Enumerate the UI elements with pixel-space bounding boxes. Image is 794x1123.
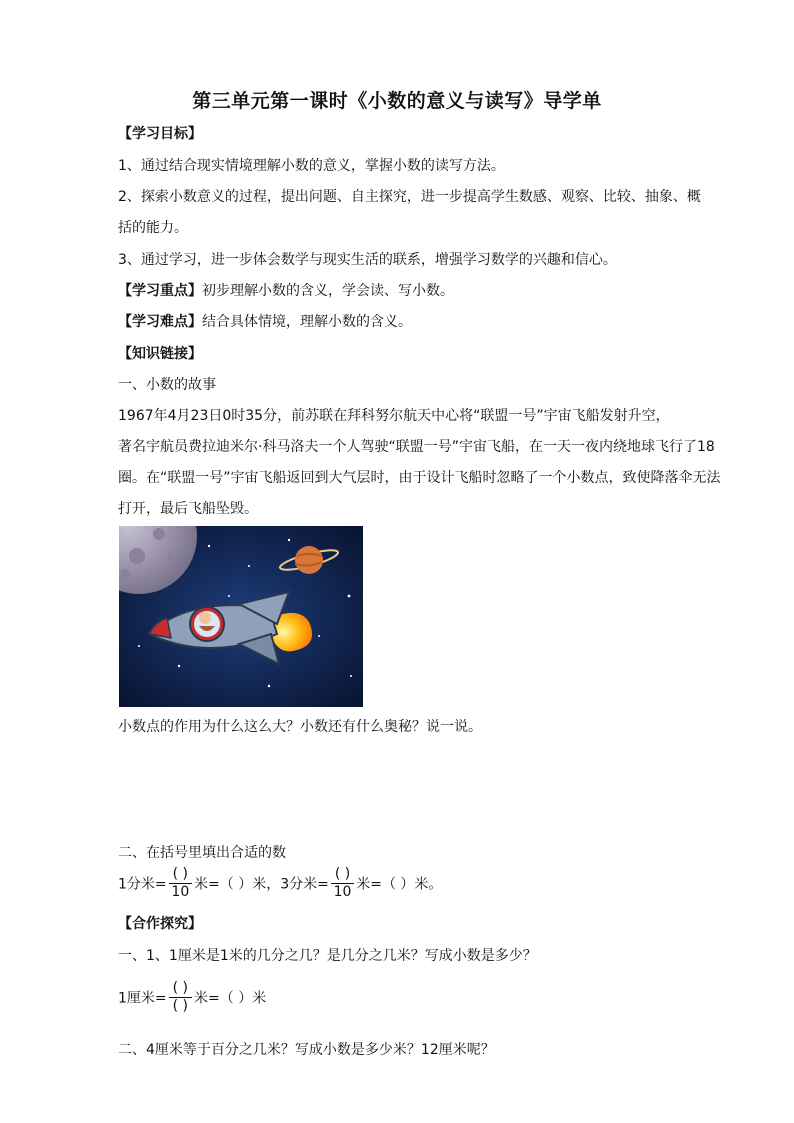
fraction-1-numerator[interactable]: ( ) — [169, 866, 192, 884]
key-point — [118, 281, 718, 301]
story-title: 一、小数的故事 — [118, 377, 216, 393]
fraction-1-denominator: 10 — [171, 884, 190, 900]
page-title: 第三单元第一课时《小数的意义与读写》导学单 — [192, 90, 602, 112]
story-line-2: 著名宇航员费拉迪米尔·科马洛夫一个人驾驶“联盟一号”宇宙飞船，在一天一夜内绕地球飞行了18 — [118, 439, 715, 455]
fraction-3 — [169, 980, 192, 1015]
knowledge-link-header: 【知识链接】 — [118, 346, 202, 362]
coop-question-1: 一、1、1厘米是1米的几分之几？是几分之几米？写成小数是多少？ — [118, 948, 537, 964]
fill-expression — [118, 866, 442, 901]
fraction-3-numerator[interactable]: ( ) — [169, 980, 192, 998]
key-point-label: 【学习重点】 — [118, 283, 202, 299]
cm-part-b: 米=（ ）米 — [194, 990, 267, 1007]
key-point-text: 初步理解小数的含义，学会读、写小数。 — [202, 283, 454, 299]
goal-2-line-1: 2、探索小数意义的过程，提出问题、自主探究，进一步提高学生数感、观察、比较、抽象、概 — [118, 189, 701, 205]
difficult-point-label: 【学习难点】 — [118, 314, 202, 330]
goal-2-line-2: 括的能力。 — [118, 220, 188, 236]
fraction-2-numerator[interactable]: ( ) — [331, 866, 354, 884]
fill-part-b: 米=（ ）米，3分米= — [194, 876, 329, 893]
question-text: 小数点的作用为什么这么大？小数还有什么奥秘？说一说。 — [118, 719, 482, 735]
fill-part-a: 1分米= — [118, 876, 167, 893]
fraction-3-denominator[interactable]: ( ) — [172, 998, 189, 1014]
fraction-1 — [169, 866, 192, 901]
coop-question-2: 二、4厘米等于百分之几米？写成小数是多少米？12厘米呢？ — [118, 1042, 495, 1058]
fill-title: 二、在括号里填出合适的数 — [118, 845, 286, 861]
rocket-illustration — [119, 526, 363, 707]
coop-header: 【合作探究】 — [118, 916, 202, 932]
goals-header: 【学习目标】 — [118, 126, 202, 142]
goal-3: 3、通过学习，进一步体会数学与现实生活的联系，增强学习数学的兴趣和信心。 — [118, 252, 617, 268]
difficult-point — [118, 312, 718, 332]
goal-1: 1、通过结合现实情境理解小数的意义，掌握小数的读写方法。 — [118, 158, 505, 174]
story-line-1: 1967年4月23日0时35分，前苏联在拜科努尔航天中心将“联盟一号”宇宙飞船发射升空， — [118, 408, 670, 424]
story-line-3: 圈。在“联盟一号”宇宙飞船返回到大气层时，由于设计飞船时忽略了一个小数点，致使降落伞无法 — [118, 470, 721, 486]
story-line-4: 打开，最后飞船坠毁。 — [118, 501, 258, 517]
fraction-2 — [331, 866, 354, 901]
fraction-2-denominator: 10 — [333, 884, 352, 900]
cm-expression — [118, 980, 266, 1015]
difficult-point-text: 结合具体情境，理解小数的含义。 — [202, 314, 412, 330]
cm-part-a: 1厘米= — [118, 990, 167, 1007]
fill-part-c: 米=（ ）米。 — [356, 876, 443, 893]
